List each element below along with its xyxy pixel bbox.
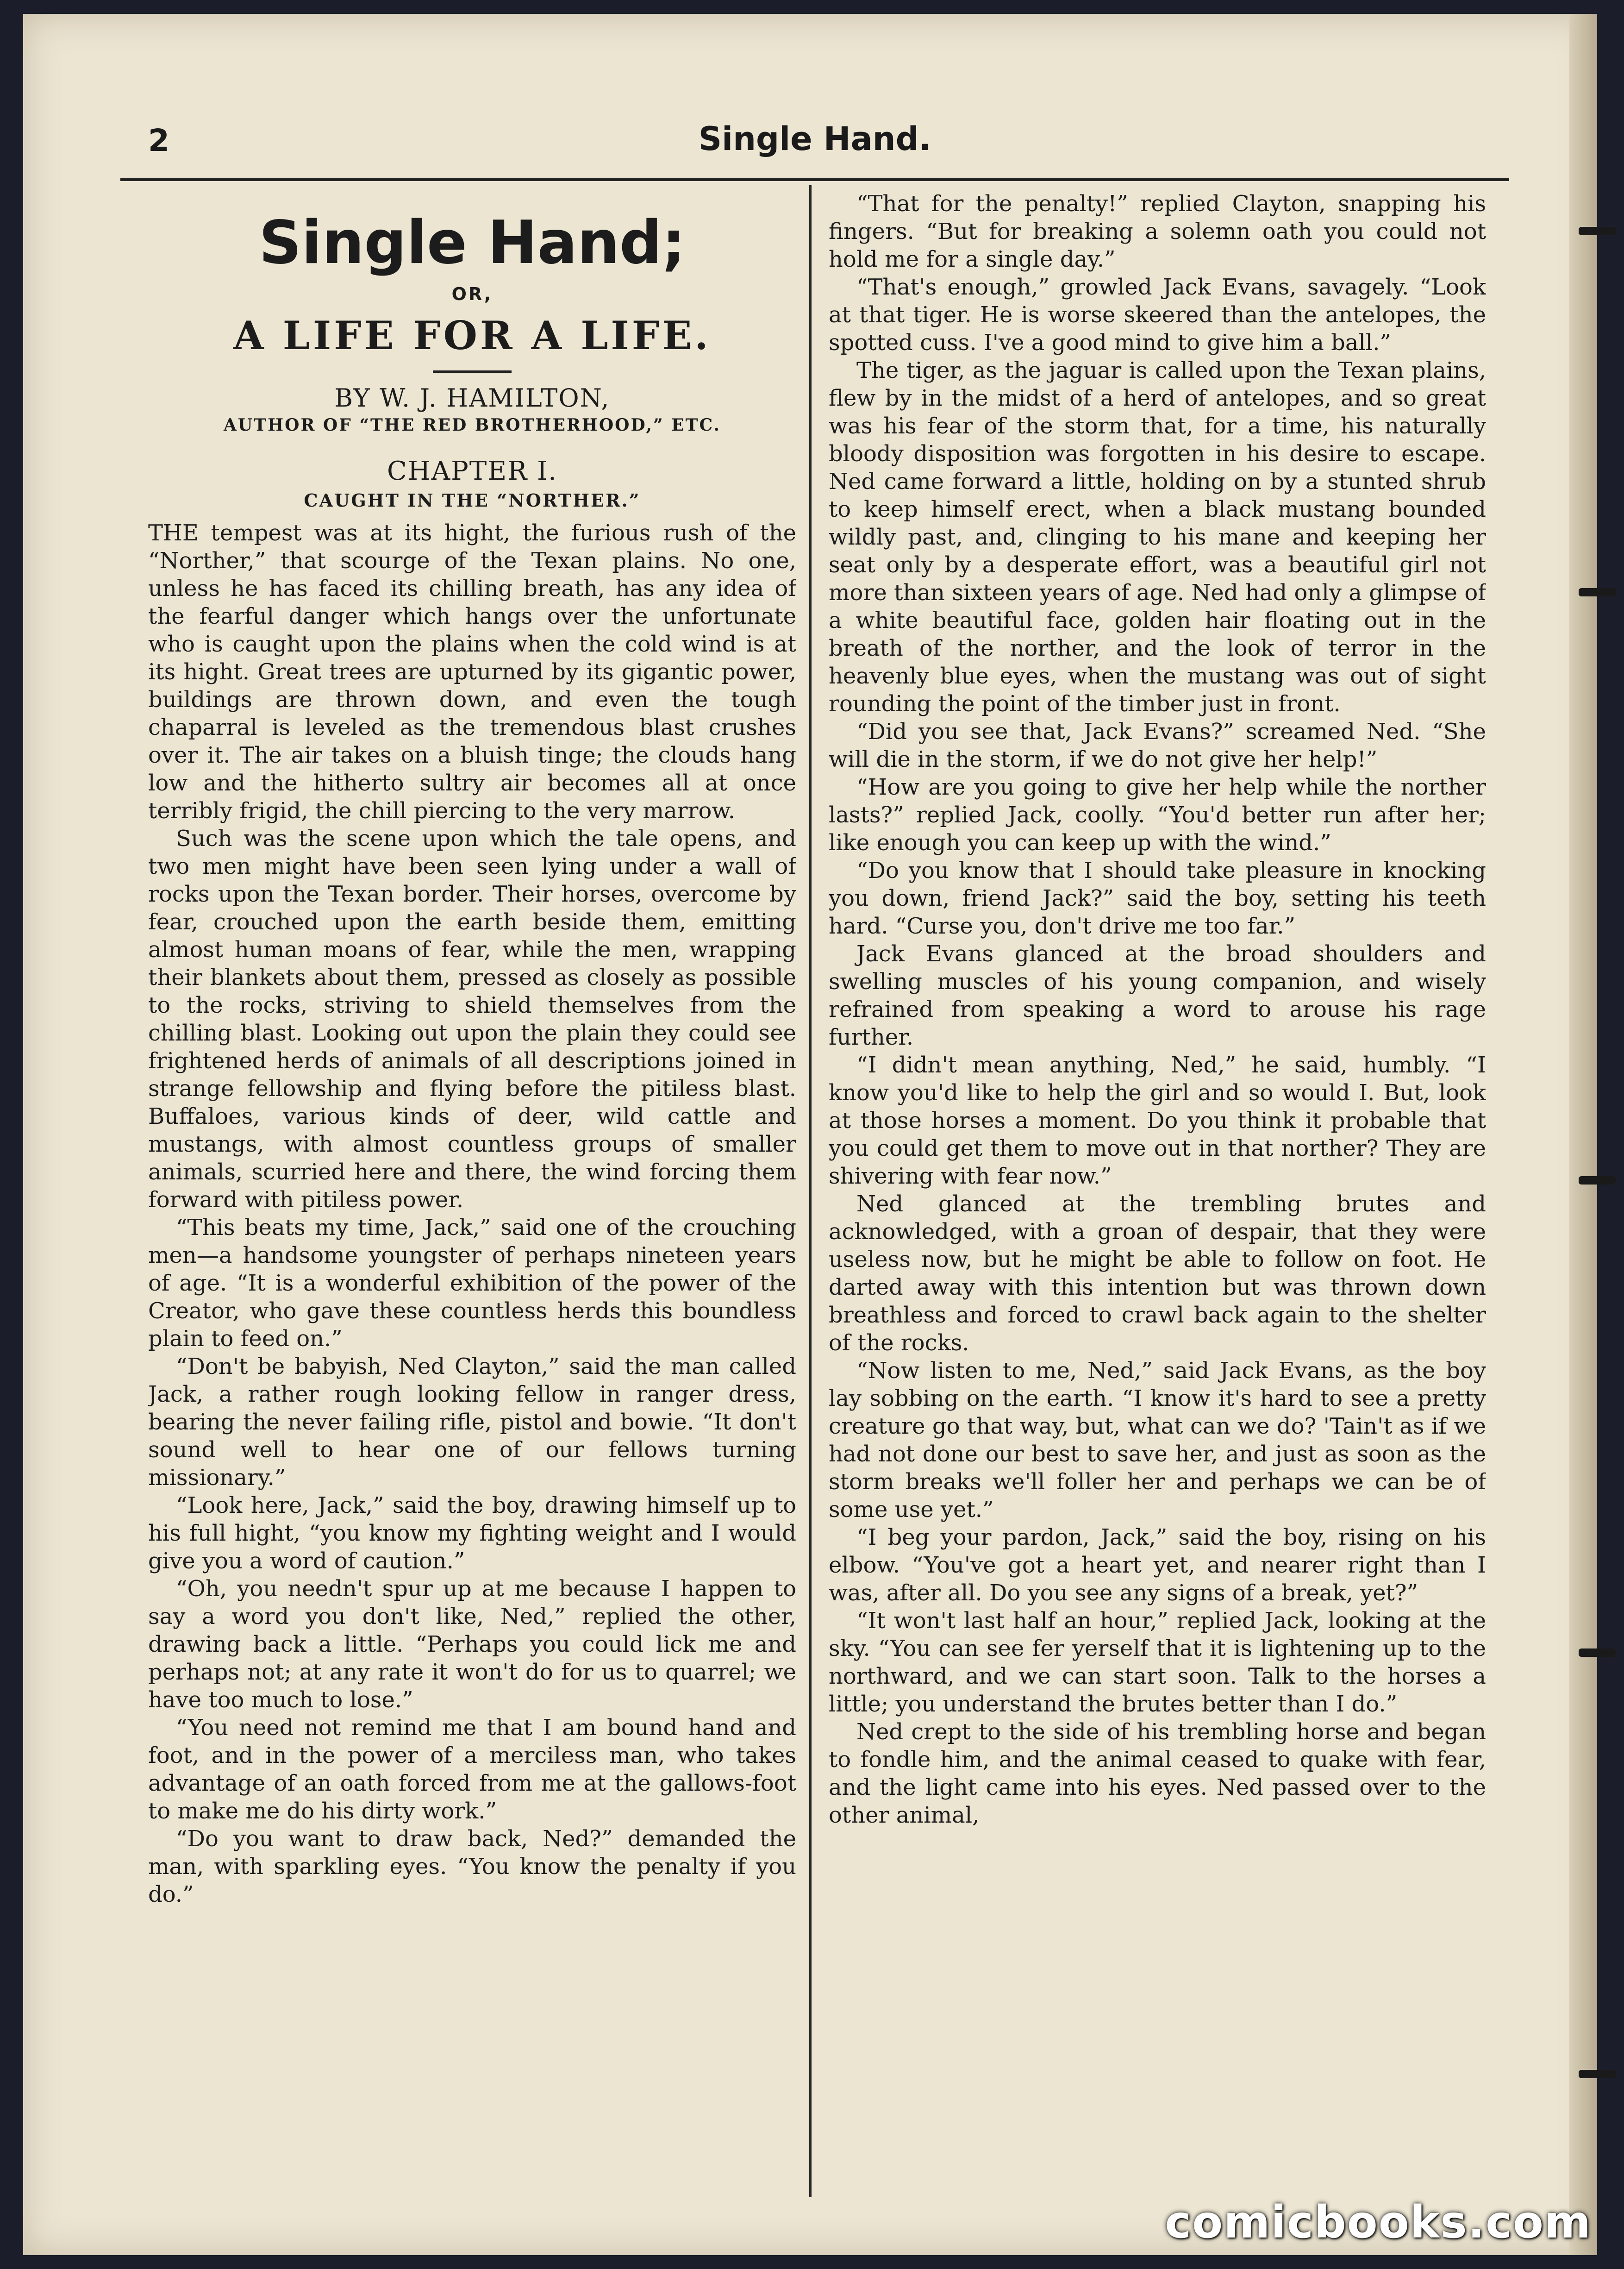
binding-staple — [1579, 1176, 1616, 1185]
watermark: comicbooks.com — [1165, 2196, 1592, 2248]
paragraph: Ned crept to the side of his trembling horse and began to fondle him, and the animal ceased to quake with fear, and the light came into his eyes. Ned passed over to the other animal, — [829, 1719, 1486, 1828]
header-rule — [120, 178, 1509, 181]
paragraph: “It won't last half an hour,” replied Jack, looking at the sky. “You can see fer yerself that it is lightening up to the northward, and we can start soon. Talk to the horses a little; you understand the brutes better than I do.” — [829, 1608, 1486, 1717]
story-subtitle: A LIFE FOR A LIFE. — [233, 313, 711, 358]
binding-staple — [1579, 2070, 1616, 2078]
paragraph: “That's enough,” growled Jack Evans, savagely. “Look at that tiger. He is worse skeered than the antelopes, the spotted cuss. I've a good mind to give him a ball.” — [829, 274, 1486, 356]
left-column — [148, 190, 796, 2213]
paragraph: Such was the scene upon which the tale opens, and two men might have been seen lying under a wall of rocks upon the Texan border. Their horses, overcome by fear, crouched upon the earth beside them, emitting almost human moans of fear, while the men, wrapping their blankets about them, pressed as closely as possible to the rocks, striving to shield themselves from the chilling blast. Looking out upon the plain they could see frightened herds of animals of all descriptions joined in strange fellowship and flying before the pitiless blast. Buffaloes, various kinds of deer, wild cattle and mustangs, with almost countless groups of smaller animals, scurried here and there, the wind forcing them forward with pitiless power. — [148, 826, 796, 1213]
paragraph: “This beats my time, Jack,” said one of the crouching men—a handsome youngster of perhaps nineteen years of age. “It is a wonderful exhibition of the power of the Creator, who gave these countless herds this boundless plain to feed on.” — [148, 1215, 796, 1352]
paragraph: Ned glanced at the trembling brutes and acknowledged, with a groan of despair, that they were useless now, but he might be able to follow on foot. He darted away with this intention but was thrown down breathless and forced to crawl back again to the shelter of the rocks. — [829, 1191, 1486, 1356]
paragraph: “I beg your pardon, Jack,” said the boy, rising on his elbow. “You've got a heart yet, and nearer right than I was, after all. Do you see any signs of a break, yet?” — [829, 1524, 1486, 1606]
right-column — [829, 190, 1486, 2213]
title-rule — [433, 370, 512, 373]
column-divider — [809, 185, 812, 2197]
binding-staple — [1579, 227, 1616, 235]
paragraph: “Do you know that I should take pleasure in knocking you down, friend Jack?” said the boy, setting his teeth hard. “Curse you, don't drive me too far.” — [829, 858, 1486, 939]
paragraph: “Oh, you needn't spur up at me because I happen to say a word you don't like, Ned,” replied the other, drawing back a little. “Perhaps you could lick me and perhaps not; at any rate it won't do for us to quarrel; we have too much to lose.” — [148, 1576, 796, 1713]
binding-staple — [1579, 1648, 1616, 1657]
chapter-title: CHAPTER I. — [387, 456, 557, 486]
author-credit: AUTHOR OF “THE RED BROTHERHOOD,” ETC. — [223, 415, 721, 435]
paragraph: Jack Evans glanced at the broad shoulders and swelling muscles of his young companion, and wisely refrained from speaking a word to arouse his rage further. — [829, 941, 1486, 1050]
page-edge — [1569, 14, 1597, 2255]
or-line: OR, — [451, 284, 493, 304]
paragraph: The tiger, as the jaguar is called upon the Texan plains, flew by in the midst of a herd of antelopes, and so great was his fear of the storm that, for a time, his naturally bloody disposition was forgotten in his desire to escape. Ned came forward a little, holding on by a stunted shrub to keep himself erect, when a black mustang bounded wildly past, and, clinging to his mane and keeping her seat only by a desperate effort, was a beautiful girl not more than sixteen years of age. Ned had only a glimpse of a white beautiful face, golden hair floating out in the breath of the norther, and the look of terror in the heavenly blue eyes, when the mustang was out of sight rounding the point of the timber just in front. — [829, 357, 1486, 717]
binding-staple — [1579, 588, 1616, 596]
running-head: Single Hand. — [698, 120, 931, 158]
story-title: Single Hand; — [259, 208, 686, 277]
page-header — [120, 118, 1509, 169]
title-block — [148, 208, 796, 514]
paragraph: “Now listen to me, Ned,” said Jack Evans, as the boy lay sobbing on the earth. “I know it's hard to see a pretty creature go that way, but, what can we do? 'Tain't as if we had not done our best to save her, and just as soon as the storm breaks we'll foller her and perhaps we can be of some use yet.” — [829, 1358, 1486, 1523]
paragraph: “You need not remind me that I am bound hand and foot, and in the power of a merciless man, who takes advantage of an oath forced from me at the gallows-foot to make me do his dirty work.” — [148, 1715, 796, 1824]
paragraph: THE tempest was at its hight, the furious rush of the “Norther,” that scourge of the Texan plains. No one, unless he has faced its chilling breath, has any idea of the fearful danger which hangs over the unfortunate who is caught upon the plains when the cold wind is at its hight. Great trees are upturned by its gigantic power, buildings are thrown down, and even the tough chaparral is leveled as the tremendous blast crushes over it. The air takes on a bluish tinge; the clouds hang low and the hitherto sultry air becomes all at once terribly frigid, the chill piercing to the very marrow. — [148, 520, 796, 824]
paragraph: “Do you want to draw back, Ned?” demanded the man, with sparkling eyes. “You know the penalty if you do.” — [148, 1826, 796, 1907]
chapter-subtitle: CAUGHT IN THE “NORTHER.” — [304, 490, 641, 511]
paragraph: “Did you see that, Jack Evans?” screamed Ned. “She will die in the storm, if we do not give her help!” — [829, 719, 1486, 772]
page-number: 2 — [148, 123, 169, 158]
paragraph: “I didn't mean anything, Ned,” he said, humbly. “I know you'd like to help the girl and so would I. But, look at those horses a moment. Do you think it probable that you could get them to move out in that norther? They are shivering with fear now.” — [829, 1052, 1486, 1189]
paragraph: “How are you going to give her help while the norther lasts?” replied Jack, coolly. “You'd better run after her; like enough you can keep up with the wind.” — [829, 774, 1486, 856]
paragraph: “Look here, Jack,” said the boy, drawing himself up to his full hight, “you know my fighting weight and I would give you a word of caution.” — [148, 1492, 796, 1574]
paragraph: “Don't be babyish, Ned Clayton,” said the man called Jack, a rather rough looking fellow in ranger dress, bearing the never failing rifle, pistol and bowie. “It don't sound well to hear one of our fellows turning missionary.” — [148, 1354, 796, 1491]
byline: BY W. J. HAMILTON, — [334, 383, 610, 413]
paragraph: “That for the penalty!” replied Clayton, snapping his fingers. “But for breaking a solemn oath you could not hold me for a single day.” — [829, 191, 1486, 272]
